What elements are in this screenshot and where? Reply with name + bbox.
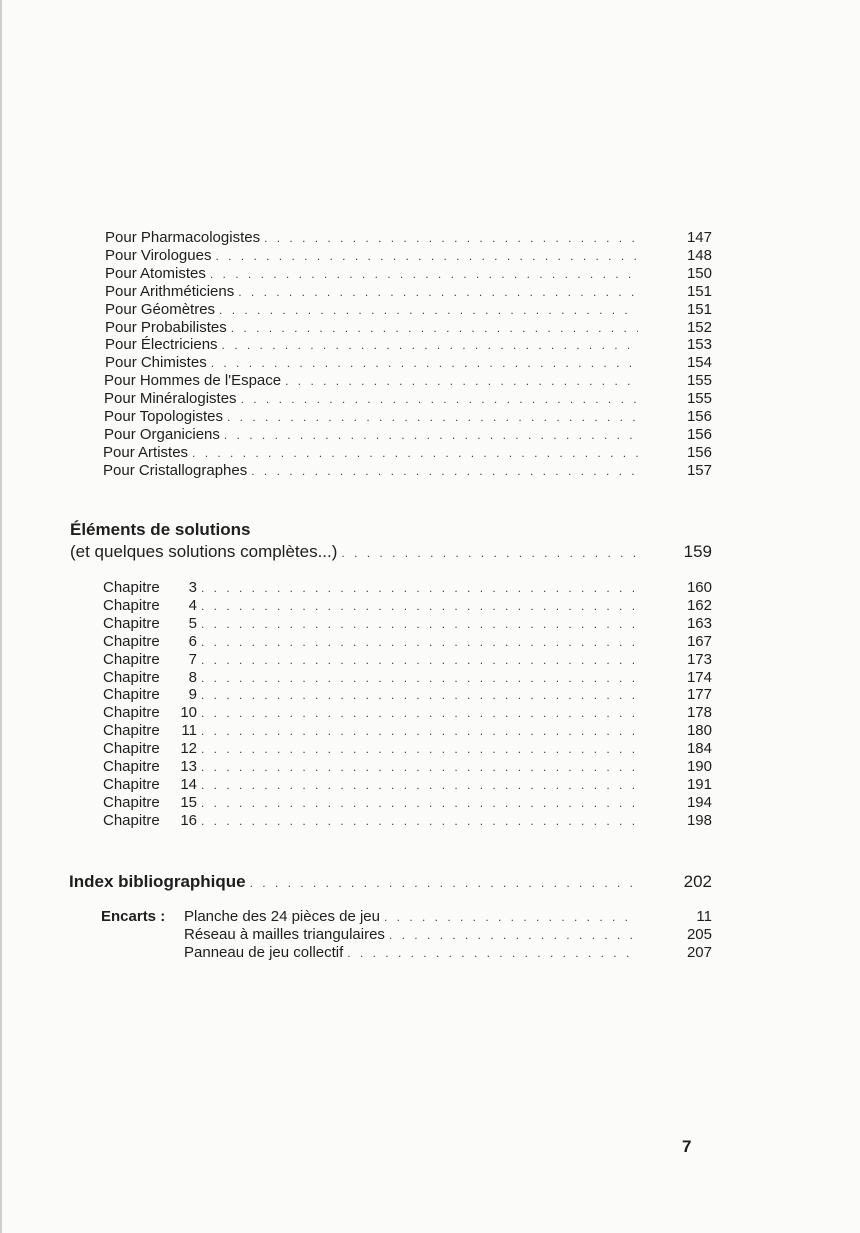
entry-label: Pour Électriciens [105, 336, 218, 354]
chapter-word: Chapitre [103, 793, 160, 811]
page-number: 160 [686, 579, 712, 596]
page-number: 156 [686, 408, 712, 425]
entry-label: Panneau de jeu collectif [184, 944, 344, 961]
page-number: 11 [696, 908, 712, 925]
chapter-number: 6 [188, 632, 197, 650]
leader-dots [238, 283, 638, 301]
toc-entry [104, 372, 712, 390]
chapter-word: Chapitre [103, 632, 160, 650]
leader-dots [201, 722, 638, 740]
chapter-entry [103, 668, 712, 687]
toc-entry [105, 229, 712, 247]
page-number: 151 [686, 282, 712, 300]
chapter-label [103, 794, 197, 812]
page-number: 154 [686, 354, 712, 372]
chapter-label [103, 669, 197, 687]
chapter-word: Chapitre [103, 740, 160, 758]
chapter-word: Chapitre [103, 596, 160, 614]
toc-entry [105, 282, 712, 301]
leader-dots [347, 944, 638, 962]
page-number: 184 [686, 740, 712, 758]
chapter-label [103, 579, 197, 597]
entry-label: Pour Cristallographes [103, 461, 248, 479]
page-number: 150 [686, 264, 712, 282]
page-edge [0, 0, 2, 1233]
leader-dots [201, 597, 638, 615]
page-number: 173 [686, 650, 712, 668]
page-number: 147 [686, 229, 712, 246]
leader-dots [192, 444, 638, 462]
chapter-label [103, 597, 197, 615]
toc-entry [105, 264, 712, 283]
leader-dots [201, 776, 638, 794]
chapter-entry [103, 596, 712, 615]
page-number: 205 [686, 926, 712, 943]
leader-dots [219, 301, 638, 319]
chapter-number: 7 [188, 650, 197, 668]
entry-label: Pour Virologues [105, 246, 212, 264]
leader-dots [241, 390, 638, 408]
encart-entry [184, 908, 712, 926]
chapter-label [103, 633, 197, 651]
leader-dots [384, 908, 638, 926]
solutions-subtitle: (et quelques solutions complètes...) [70, 542, 338, 561]
leader-dots [285, 372, 638, 390]
solutions-title: Éléments de solutions [70, 520, 251, 539]
chapter-word: Chapitre [103, 811, 160, 829]
page-number: 178 [686, 704, 712, 722]
page-number: 174 [686, 668, 712, 686]
chapter-entry [103, 793, 712, 812]
entry-label: Pour Arithméticiens [105, 282, 235, 300]
chapter-number: 13 [180, 758, 197, 775]
entry-label: Pour Géomètres [105, 300, 216, 318]
chapter-entry [103, 650, 712, 669]
leader-dots [389, 926, 638, 944]
page-number: 191 [686, 775, 712, 793]
leader-dots [224, 426, 638, 444]
chapter-entry [103, 740, 712, 758]
page-number: 148 [686, 246, 712, 264]
page-number: 155 [686, 390, 712, 408]
leader-dots [201, 740, 638, 758]
chapter-entry [103, 614, 712, 633]
page-number: 177 [686, 686, 712, 704]
page-number: 180 [686, 722, 712, 740]
chapter-word: Chapitre [103, 668, 160, 686]
leader-dots [201, 615, 638, 633]
chapter-number: 8 [188, 668, 197, 686]
chapter-label [103, 722, 197, 740]
entry-label: Pour Organiciens [104, 425, 220, 443]
chapter-number: 5 [188, 614, 197, 632]
chapter-entry [103, 775, 712, 794]
chapter-word: Chapitre [103, 704, 160, 722]
chapter-number: 12 [180, 740, 197, 758]
chapter-number: 10 [180, 704, 197, 722]
page-number: 167 [686, 632, 712, 650]
toc-entry [105, 354, 712, 372]
leader-dots [264, 229, 638, 247]
leader-dots [201, 579, 638, 597]
chapter-label [103, 651, 197, 669]
leader-dots [227, 408, 638, 426]
leader-dots [201, 704, 638, 722]
chapter-label [103, 812, 197, 830]
toc-entry [104, 425, 712, 444]
toc-entry [104, 408, 712, 426]
leader-dots [231, 319, 638, 337]
encarts-label: Encarts : [101, 908, 166, 925]
entry-label: Planche des 24 pièces de jeu [184, 908, 380, 925]
leader-dots [211, 354, 638, 372]
entry-label: Pour Artistes [103, 443, 189, 461]
leader-dots [210, 265, 638, 283]
chapter-entry [103, 704, 712, 722]
chapter-label [103, 740, 197, 758]
leader-dots [201, 758, 638, 776]
leader-dots [215, 247, 638, 265]
chapter-word: Chapitre [103, 614, 160, 632]
chapter-label [103, 758, 197, 776]
page-number: 207 [686, 944, 712, 961]
encart-entry [184, 944, 712, 962]
chapter-label [103, 776, 197, 794]
encart-entry [184, 926, 712, 944]
page-number: 152 [686, 318, 712, 336]
entry-label: Pour Probabilistes [105, 318, 227, 336]
leader-dots [251, 462, 638, 480]
solutions-entry [70, 542, 712, 563]
folio-page-number: 7 [682, 1137, 692, 1156]
leader-dots [201, 812, 638, 830]
chapter-label [103, 615, 197, 633]
chapter-number: 15 [180, 793, 197, 811]
toc-entry [105, 318, 712, 337]
entry-label: Pour Minéralogistes [104, 390, 237, 408]
chapter-entry [103, 686, 712, 704]
leader-dots [201, 794, 638, 812]
page-number: 202 [683, 872, 712, 891]
chapter-entry [103, 722, 712, 740]
entry-label: Pour Pharmacologistes [105, 229, 261, 246]
entry-label: Pour Hommes de l'Espace [104, 372, 282, 390]
chapter-number: 9 [188, 686, 197, 704]
entry-label: Pour Atomistes [105, 264, 206, 282]
chapter-word: Chapitre [103, 650, 160, 668]
chapter-label [103, 686, 197, 704]
page-number: 156 [686, 443, 712, 461]
leader-dots [341, 543, 638, 563]
chapter-word: Chapitre [103, 775, 160, 793]
toc-entry [105, 336, 712, 354]
leader-dots [201, 669, 638, 687]
page-number: 163 [686, 614, 712, 632]
chapter-number: 11 [181, 722, 197, 740]
chapter-number: 4 [188, 596, 197, 614]
chapter-word: Chapitre [103, 686, 160, 704]
page-number: 155 [686, 372, 712, 390]
page-number: 151 [686, 300, 712, 318]
page-number: 162 [686, 596, 712, 614]
page-number: 156 [686, 425, 712, 443]
chapter-number: 16 [180, 811, 197, 829]
chapter-entry [103, 579, 712, 597]
toc-entry [105, 300, 712, 319]
chapter-number: 14 [180, 775, 197, 793]
chapter-number: 3 [188, 579, 197, 596]
toc-entry [103, 461, 712, 480]
chapter-entry [103, 632, 712, 651]
leader-dots [201, 633, 638, 651]
leader-dots [222, 336, 638, 354]
index-entry [69, 872, 712, 893]
page-number: 190 [686, 758, 712, 775]
chapter-entry [103, 811, 712, 830]
chapter-label [103, 704, 197, 722]
toc-entry [104, 390, 712, 408]
toc-entry [103, 443, 712, 462]
entry-label: Pour Topologistes [104, 408, 223, 425]
entry-label: Réseau à mailles triangulaires [184, 926, 385, 943]
page-number: 198 [686, 811, 712, 829]
index-title: Index bibliographique [69, 872, 246, 891]
chapter-word: Chapitre [103, 579, 160, 596]
page-number: 194 [686, 793, 712, 811]
leader-dots [250, 873, 638, 893]
chapter-word: Chapitre [103, 758, 160, 775]
chapter-entry [103, 758, 712, 776]
leader-dots [201, 686, 638, 704]
entry-label: Pour Chimistes [105, 354, 207, 372]
page-number: 157 [686, 461, 712, 479]
page-number: 153 [686, 336, 712, 354]
toc-entry [105, 246, 712, 265]
chapter-word: Chapitre [103, 722, 160, 740]
page-number: 159 [683, 542, 712, 561]
leader-dots [201, 651, 638, 669]
